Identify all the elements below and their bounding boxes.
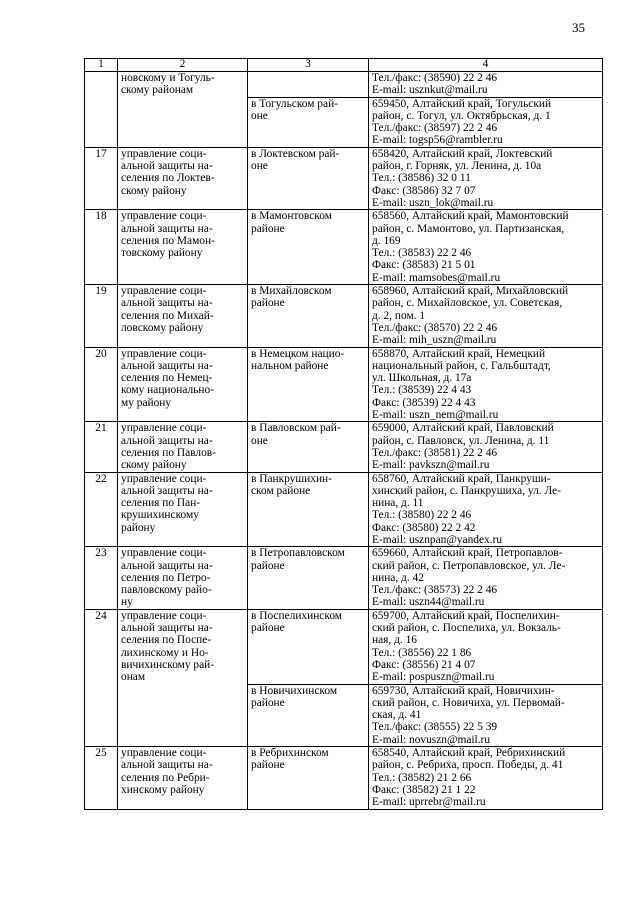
text-line: селения по Мамон- bbox=[121, 234, 215, 247]
organization-name bbox=[118, 210, 248, 285]
text-line: альной защиты на- bbox=[121, 759, 213, 772]
district-name bbox=[248, 347, 369, 422]
text-line: национальный район, с. Гальбштадт, bbox=[372, 359, 551, 372]
text-line: Факс: (38556) 21 4 07 bbox=[372, 658, 476, 671]
text-line: ну bbox=[121, 596, 133, 609]
table-body bbox=[85, 72, 603, 810]
text-line: E-mail: pavkszn@mail.ru bbox=[372, 459, 490, 472]
text-line: в Ребрихинском bbox=[251, 747, 329, 760]
text-line: Факс: (38583) 21 5 01 bbox=[372, 259, 476, 272]
contact-details bbox=[369, 97, 603, 147]
contact-details bbox=[369, 547, 603, 609]
text-line: район, с. Мамонтово, ул. Партизанская, bbox=[372, 222, 565, 235]
contact-details bbox=[369, 285, 603, 347]
district-name bbox=[248, 72, 369, 98]
text-line: управление соци- bbox=[121, 472, 207, 485]
organization-name bbox=[118, 72, 248, 148]
text-line: оне bbox=[251, 109, 268, 122]
text-line: лихинскому и Но- bbox=[121, 646, 209, 659]
district-name bbox=[248, 210, 369, 285]
text-line: 658540, Алтайский край, Ребрихинский bbox=[372, 747, 566, 760]
text-line: альной защиты на- bbox=[121, 222, 213, 235]
text-line: в Локтевском рай- bbox=[251, 147, 340, 160]
district-name bbox=[248, 472, 369, 547]
text-line: Тел./факс: (38597) 22 2 46 bbox=[372, 122, 498, 135]
text-line: районе bbox=[251, 696, 285, 709]
text-line: селения по Михай- bbox=[121, 309, 214, 322]
text-line: Тел./факс: (38581) 22 2 46 bbox=[372, 446, 498, 459]
table-row bbox=[85, 422, 603, 472]
text-line: район, с. Ребриха, просп. Победы, д. 41 bbox=[372, 759, 564, 772]
text-line: селения по Ребри- bbox=[121, 771, 210, 784]
contact-details bbox=[369, 609, 603, 684]
header-col-1: 1 bbox=[85, 59, 118, 72]
text-line: Тел.: (38580) 22 2 46 bbox=[372, 509, 472, 522]
table-row bbox=[85, 72, 603, 98]
contact-details bbox=[369, 347, 603, 422]
text-line: Тел.: (38582) 21 2 66 bbox=[372, 771, 472, 784]
text-line: управление соци- bbox=[121, 609, 207, 622]
text-line: район, с. Тогул, ул. Октябрьская, д. 1 bbox=[372, 109, 551, 122]
text-line: альной защиты на- bbox=[121, 484, 213, 497]
organization-name bbox=[118, 747, 248, 809]
text-line: оне bbox=[251, 160, 268, 173]
text-line: E-mail: uszn44@mail.ru bbox=[372, 596, 485, 609]
text-line: 658870, Алтайский край, Немецкий bbox=[372, 347, 546, 360]
text-line: E-mail: novuszn@mail.ru bbox=[372, 733, 491, 746]
text-line: ул. Школьная, д. 17а bbox=[372, 372, 472, 385]
row-number: 17 bbox=[85, 147, 118, 209]
text-line: E-mail: uszn_nem@mail.ru bbox=[372, 409, 499, 422]
text-line: альной защиты на- bbox=[121, 434, 213, 447]
text-line: альной защиты на- bbox=[121, 359, 213, 372]
text-line: в Немецком нацио- bbox=[251, 347, 345, 360]
table-row bbox=[85, 347, 603, 422]
text-line: 659450, Алтайский край, Тогульский bbox=[372, 97, 552, 110]
text-line: 658420, Алтайский край, Локтевский bbox=[372, 147, 553, 160]
organization-name bbox=[118, 609, 248, 746]
contact-details bbox=[369, 72, 603, 98]
row-number bbox=[85, 72, 118, 148]
text-line: 658760, Алтайский край, Панкруши- bbox=[372, 472, 551, 485]
text-line: в Новичихинском bbox=[251, 684, 338, 697]
text-line: нина, д. 42 bbox=[372, 571, 424, 584]
text-line: альной защиты на- bbox=[121, 559, 213, 572]
text-line: селения по Немец- bbox=[121, 372, 213, 385]
text-line: хинский район, с. Панкрушиха, ул. Ле- bbox=[372, 484, 561, 497]
text-line: 659700, Алтайский край, Поспелихин- bbox=[372, 609, 560, 622]
text-line: селения по Локтев- bbox=[121, 172, 215, 185]
text-line: Тел.: (38583) 22 2 46 bbox=[372, 247, 472, 260]
text-line: 659660, Алтайский край, Петропавлов- bbox=[372, 547, 563, 560]
contact-details bbox=[369, 747, 603, 809]
text-line: управление соци- bbox=[121, 285, 207, 298]
text-line: 658960, Алтайский край, Михайловский bbox=[372, 285, 569, 298]
text-line: ловскому району bbox=[121, 321, 204, 334]
social-protection-offices-table bbox=[84, 58, 603, 810]
text-line: E-mail: uprrebr@mail.ru bbox=[372, 796, 486, 809]
row-number: 18 bbox=[85, 210, 118, 285]
district-name bbox=[248, 609, 369, 684]
text-line: в Михайловском bbox=[251, 285, 332, 298]
table-row bbox=[85, 147, 603, 209]
text-line: районе bbox=[251, 622, 285, 635]
table-row bbox=[85, 747, 603, 809]
district-name bbox=[248, 684, 369, 746]
text-line: управление соци- bbox=[121, 422, 207, 435]
contact-details bbox=[369, 684, 603, 746]
text-line: ский район, с. Поспелиха, ул. Вокзаль- bbox=[372, 622, 561, 635]
organization-name bbox=[118, 147, 248, 209]
text-line: кому национально- bbox=[121, 384, 214, 397]
text-line: 658560, Алтайский край, Мамонтовский bbox=[372, 210, 569, 223]
text-line: альной защиты на- bbox=[121, 160, 213, 173]
header-col-4: 4 bbox=[369, 59, 603, 72]
text-line: д. 169 bbox=[372, 234, 401, 247]
district-name bbox=[248, 97, 369, 147]
district-name bbox=[248, 285, 369, 347]
text-line: Тел.: (38539) 22 4 43 bbox=[372, 384, 472, 397]
text-line: районе bbox=[251, 297, 285, 310]
text-line: скому району bbox=[121, 184, 187, 197]
text-line: в Павловском рай- bbox=[251, 422, 341, 435]
district-name bbox=[248, 422, 369, 472]
text-line: оне bbox=[251, 434, 268, 447]
text-line: му району bbox=[121, 396, 172, 409]
row-number: 22 bbox=[85, 472, 118, 547]
row-number: 21 bbox=[85, 422, 118, 472]
text-line: району bbox=[121, 521, 156, 534]
text-line: д. 2, пом. 1 bbox=[372, 309, 426, 322]
text-line: селения по Павлов- bbox=[121, 446, 216, 459]
row-number: 23 bbox=[85, 547, 118, 609]
table-row bbox=[85, 609, 603, 684]
organization-name bbox=[118, 422, 248, 472]
page-number: 35 bbox=[572, 20, 585, 35]
text-line: Тел./факс: (38590) 22 2 46 bbox=[372, 72, 498, 84]
table-row bbox=[85, 210, 603, 285]
organization-name bbox=[118, 547, 248, 609]
text-line: Факс: (38539) 22 4 43 bbox=[372, 396, 476, 409]
text-line: альной защиты на- bbox=[121, 622, 213, 635]
text-line: Тел./факс: (38570) 22 2 46 bbox=[372, 321, 498, 334]
text-line: районе bbox=[251, 759, 285, 772]
contact-details bbox=[369, 472, 603, 547]
text-line: павловскому райо- bbox=[121, 584, 212, 597]
text-line: E-mail: mih_uszn@mail.ru bbox=[372, 334, 497, 347]
text-line: район, г. Горняк, ул. Ленина, д. 10а bbox=[372, 160, 542, 173]
text-line: районе bbox=[251, 559, 285, 572]
district-name bbox=[248, 747, 369, 809]
text-line: управление соци- bbox=[121, 547, 207, 560]
text-line: Тел.: (38586) 32 0 11 bbox=[372, 172, 471, 185]
text-line: 659730, Алтайский край, Новичихин- bbox=[372, 684, 555, 697]
text-line: E-mail: usznkut@mail.ru bbox=[372, 84, 488, 97]
header-col-3: 3 bbox=[248, 59, 369, 72]
text-line: E-mail: pospuszn@mail.ru bbox=[372, 671, 495, 684]
text-line: селения по Пан- bbox=[121, 497, 201, 510]
text-line: районе bbox=[251, 222, 285, 235]
text-line: альной защиты на- bbox=[121, 297, 213, 310]
table-row bbox=[85, 472, 603, 547]
table-row bbox=[85, 547, 603, 609]
row-number: 19 bbox=[85, 285, 118, 347]
text-line: Факс: (38586) 32 7 07 bbox=[372, 184, 476, 197]
district-name bbox=[248, 147, 369, 209]
text-line: в Поспелихинском bbox=[251, 609, 343, 622]
text-line: Факс: (38580) 22 2 42 bbox=[372, 521, 476, 534]
text-line: скому районам bbox=[121, 84, 194, 97]
text-line: селения по Поспе- bbox=[121, 634, 212, 647]
district-name bbox=[248, 547, 369, 609]
text-line: в Мамонтовском bbox=[251, 210, 332, 223]
text-line: нальном районе bbox=[251, 359, 329, 372]
contact-details bbox=[369, 210, 603, 285]
contact-details bbox=[369, 422, 603, 472]
text-line: в Петропавловском bbox=[251, 547, 345, 560]
text-line: управление соци- bbox=[121, 347, 207, 360]
text-line: район, с. Павловск, ул. Ленина, д. 11 bbox=[372, 434, 550, 447]
text-line: Тел.: (38556) 22 1 86 bbox=[372, 646, 472, 659]
text-line: Факс: (38582) 21 1 22 bbox=[372, 783, 476, 796]
row-number: 20 bbox=[85, 347, 118, 422]
text-line: в Тогульском рай- bbox=[251, 97, 338, 110]
text-line: E-mail: usznpan@yandex.ru bbox=[372, 533, 503, 546]
table-row bbox=[85, 285, 603, 347]
text-line: товскому району bbox=[121, 247, 203, 260]
table-header-row bbox=[85, 59, 603, 72]
contact-details bbox=[369, 147, 603, 209]
text-line: управление соци- bbox=[121, 747, 207, 760]
organization-name bbox=[118, 285, 248, 347]
text-line: ская, д. 41 bbox=[372, 709, 422, 722]
text-line: 659000, Алтайский край, Павловский bbox=[372, 422, 554, 435]
text-line: ная, д. 16 bbox=[372, 634, 417, 647]
text-line: управление соци- bbox=[121, 210, 207, 223]
text-line: онам bbox=[121, 671, 146, 684]
text-line: ский район, с. Новичиха, ул. Первомай- bbox=[372, 696, 565, 709]
organization-name bbox=[118, 347, 248, 422]
text-line: ский район, с. Петропавловское, ул. Ле- bbox=[372, 559, 566, 572]
text-line: E-mail: mamsobes@mail.ru bbox=[372, 271, 501, 284]
text-line: район, с. Михайловское, ул. Советская, bbox=[372, 297, 563, 310]
text-line: крушихинскому bbox=[121, 509, 199, 522]
text-line: в Панкрушихин- bbox=[251, 472, 332, 485]
text-line: E-mail: togsp56@rambler.ru bbox=[372, 134, 503, 147]
text-line: селения по Петро- bbox=[121, 571, 211, 584]
row-number: 24 bbox=[85, 609, 118, 746]
text-line: Тел./факс: (38555) 22 5 39 bbox=[372, 721, 498, 734]
text-line: скому району bbox=[121, 459, 187, 472]
organization-name bbox=[118, 472, 248, 547]
text-line: Тел./факс: (38573) 22 2 46 bbox=[372, 584, 498, 597]
text-line: нина, д. 11 bbox=[372, 497, 424, 510]
text-line: управление соци- bbox=[121, 147, 207, 160]
text-line: E-mail: uszn_lok@mail.ru bbox=[372, 196, 494, 209]
header-col-2: 2 bbox=[118, 59, 248, 72]
row-number: 25 bbox=[85, 747, 118, 809]
text-line: хинскому району bbox=[121, 783, 205, 796]
text-line: ском районе bbox=[251, 484, 311, 497]
text-line: новскому и Тогуль- bbox=[121, 72, 215, 84]
text-line: вичихинскому рай- bbox=[121, 658, 215, 671]
